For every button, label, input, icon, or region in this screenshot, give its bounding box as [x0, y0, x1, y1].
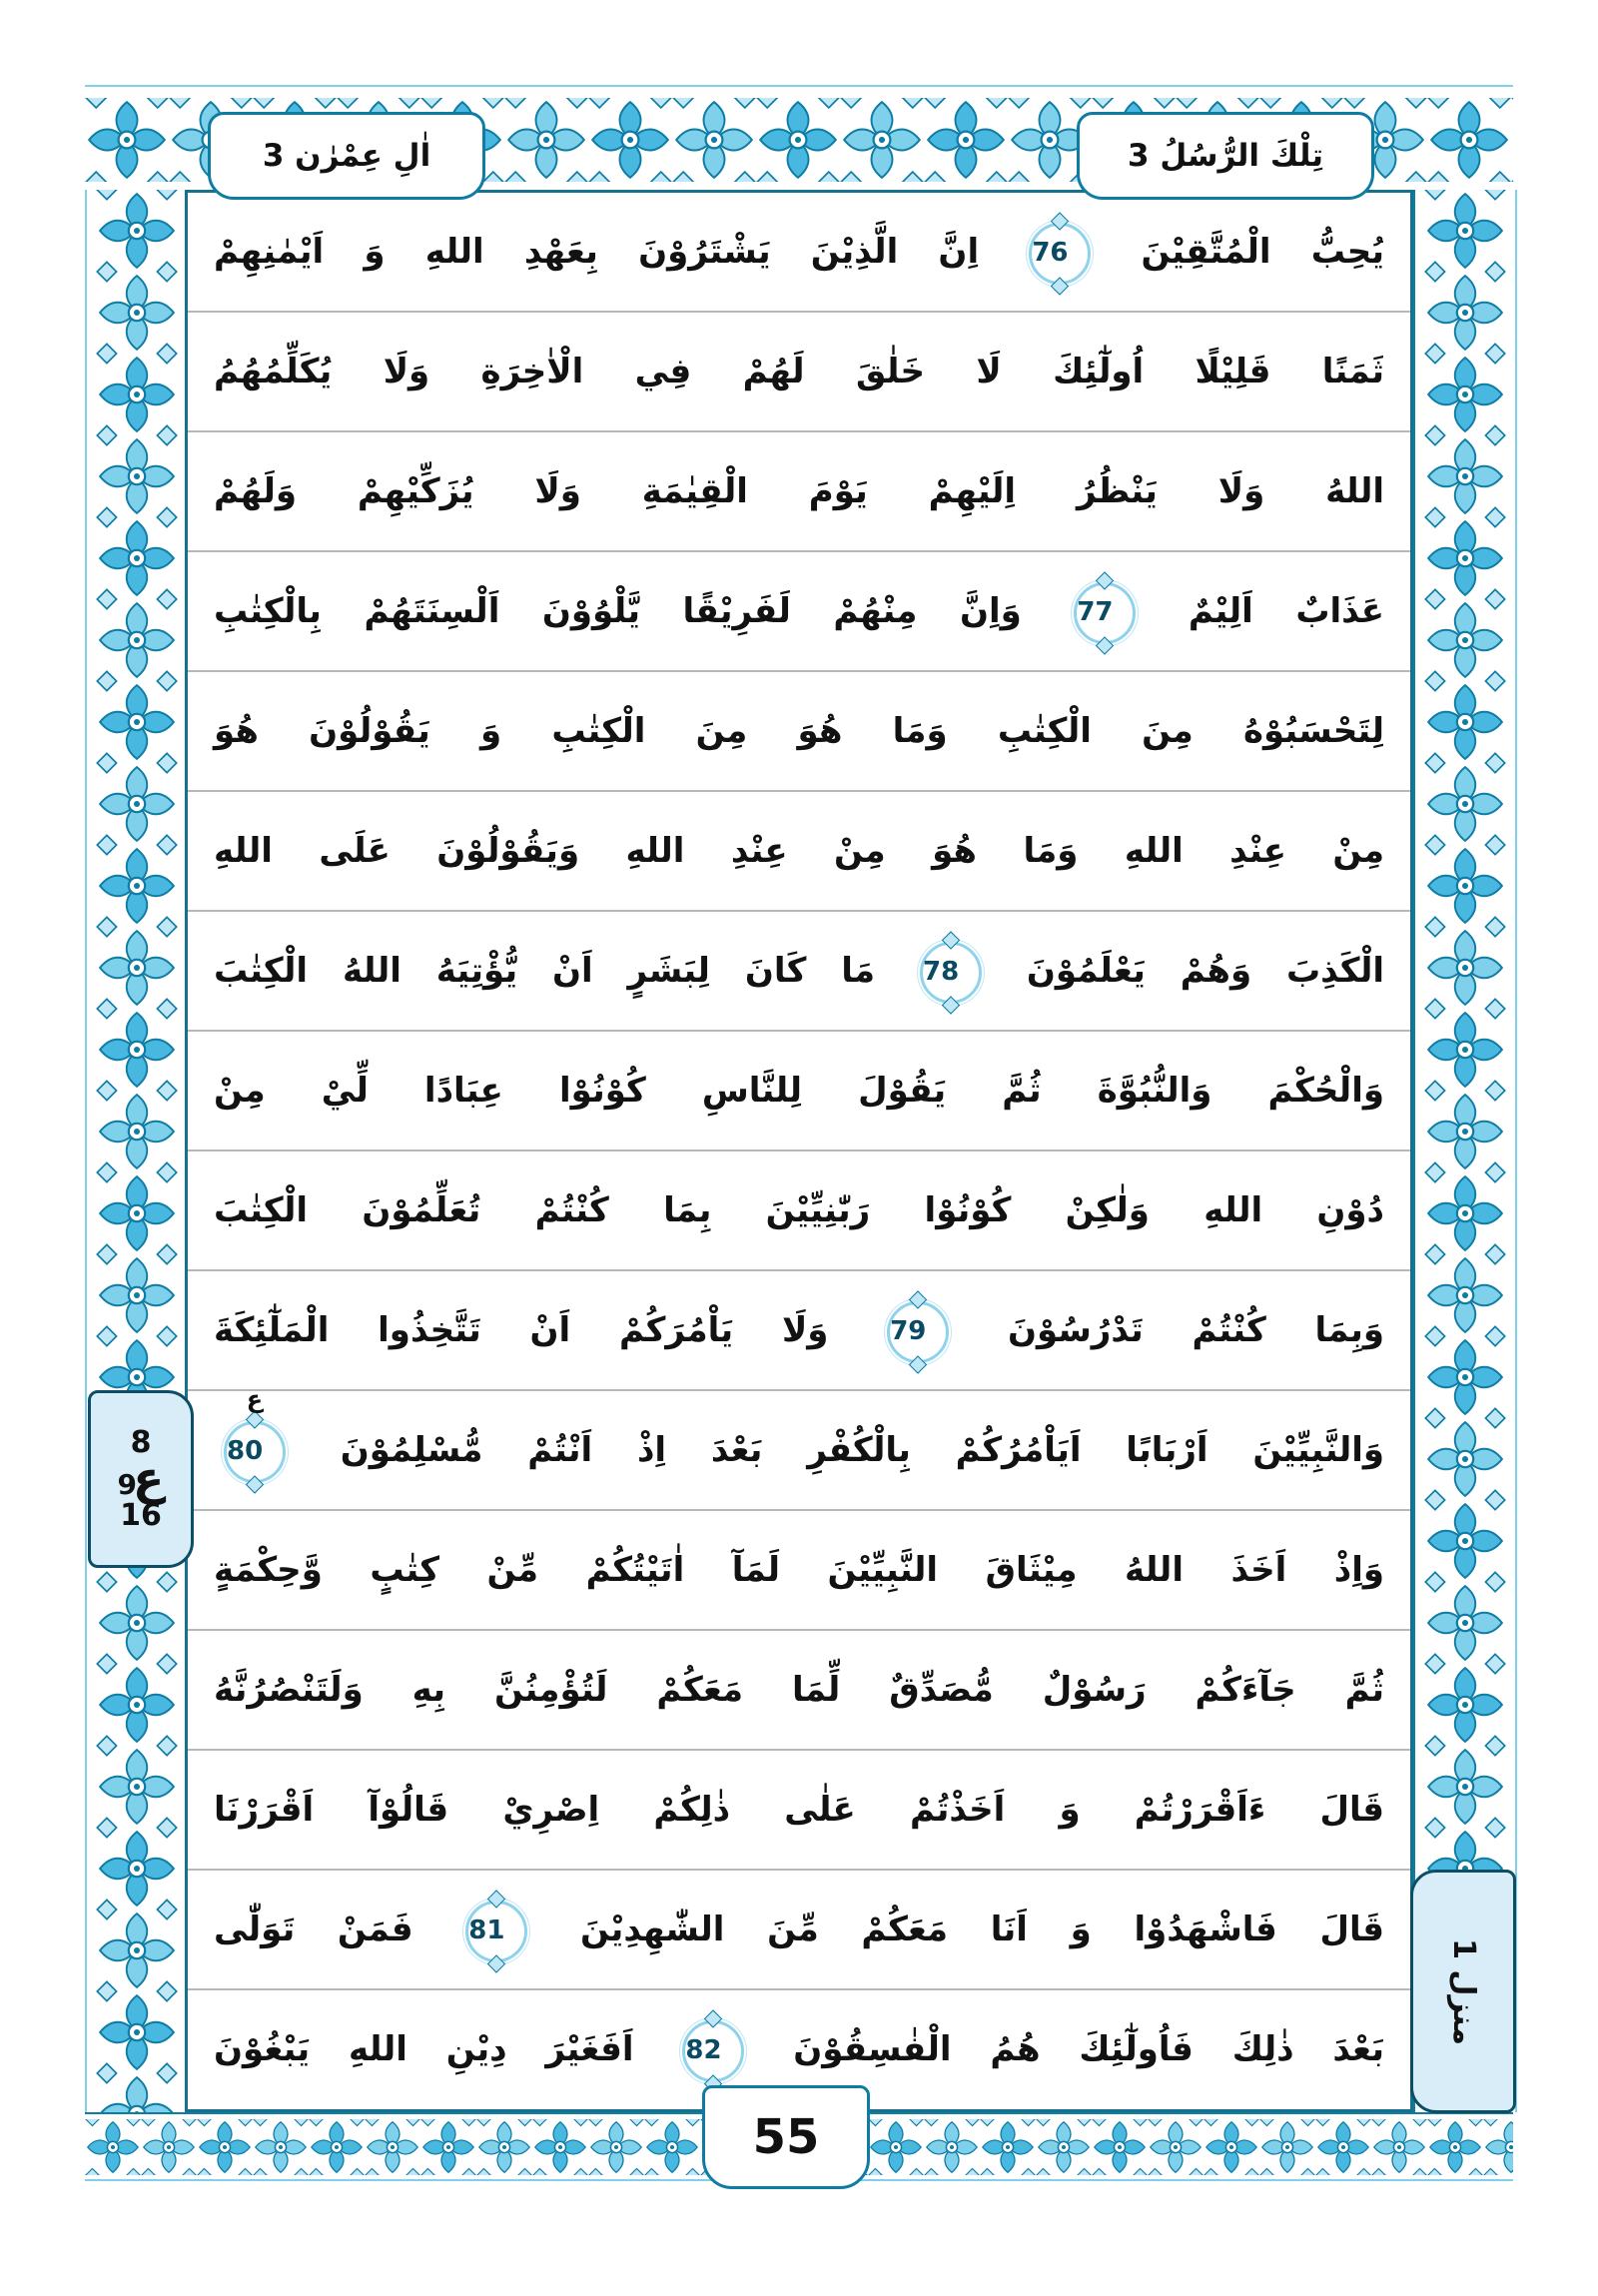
border-tile: [1424, 354, 1506, 435]
border-tile: [1424, 1254, 1506, 1336]
aya-number: 79: [887, 1301, 949, 1363]
floral-motif-icon: [309, 2119, 365, 2175]
quran-line: [188, 552, 1410, 672]
border-tile: [1427, 98, 1511, 182]
floral-motif-icon: [96, 517, 178, 599]
floral-motif-icon: [588, 98, 672, 182]
aya-marker: [1074, 582, 1136, 644]
border-tile: [96, 1091, 178, 1172]
floral-motif-icon: [1424, 763, 1506, 845]
floral-motif-icon: [96, 435, 178, 517]
floral-motif-icon: [96, 1664, 178, 1746]
quran-line: [188, 432, 1410, 552]
border-tile: [96, 517, 178, 599]
floral-motif-icon: [672, 98, 756, 182]
floral-motif-icon: [924, 2119, 980, 2175]
quran-text-segment: فَمَنْ تَوَلّٰى: [214, 1910, 413, 1949]
floral-motif-icon: [420, 2119, 476, 2175]
quran-text-panel: [185, 190, 1413, 2112]
floral-motif-icon: [96, 1991, 178, 2073]
floral-motif-icon: [96, 927, 178, 1009]
floral-motif-icon: [365, 2119, 420, 2175]
floral-motif-icon: [1424, 1172, 1506, 1254]
page-number-tab: [702, 2085, 870, 2189]
quran-text-segment: لِتَحْسَبُوْهُ مِنَ الْكِتٰبِ وَمَا هُوَ مِنَ الْكِتٰبِ وَ يَقُوْلُوْنَ هُوَ: [214, 711, 1384, 751]
floral-motif-icon: [1424, 1746, 1506, 1828]
border-tile: [1424, 1582, 1506, 1664]
floral-motif-icon: [96, 354, 178, 435]
juz-name-label: تِلْكَ الرُّسُلُ 3: [1127, 138, 1324, 174]
border-tile: [96, 1910, 178, 1991]
ruku-marker: [88, 1390, 194, 1568]
border-tile: [1424, 517, 1506, 599]
floral-motif-icon: [1036, 2119, 1092, 2175]
aya-marker: [465, 1901, 527, 1962]
floral-motif-icon: [96, 1009, 178, 1091]
border-tile: [1424, 1664, 1506, 1746]
quran-line: [188, 1631, 1410, 1751]
floral-motif-icon: [1424, 517, 1506, 599]
floral-motif-icon: [96, 1254, 178, 1336]
border-tile: [840, 98, 924, 182]
border-tile: [85, 2119, 141, 2175]
floral-motif-icon: [96, 1746, 178, 1828]
border-tile: [96, 1828, 178, 1910]
floral-motif-icon: [1424, 354, 1506, 435]
border-tile: [756, 98, 840, 182]
floral-motif-icon: [840, 98, 924, 182]
border-tile: [1424, 599, 1506, 681]
floral-motif-icon: [197, 2119, 253, 2175]
border-tile: [1424, 272, 1506, 354]
ruku-side-number: 9: [117, 1468, 138, 1502]
quran-line: [188, 912, 1410, 1032]
floral-motif-icon: [868, 2119, 924, 2175]
floral-motif-icon: [1092, 2119, 1148, 2175]
floral-motif-icon: [96, 599, 178, 681]
floral-motif-icon: [1427, 98, 1511, 182]
border-tile: [96, 845, 178, 927]
quran-line: [188, 792, 1410, 912]
border-tile: [588, 98, 672, 182]
floral-motif-icon: [756, 98, 840, 182]
border-tile: [1424, 681, 1506, 763]
quran-text-segment: اِنَّ الَّذِيْنَ يَشْتَرُوْنَ بِعَهْدِ اللهِ وَ اَيْمٰنِهِمْ: [214, 232, 980, 272]
quran-text-segment: قَالَ ءَاَقْرَرْتُمْ وَ اَخَذْتُمْ عَلٰى ذٰلِكُمْ اِصْرِيْ قَالُوْآ اَقْرَرْنَا: [214, 1790, 1384, 1830]
border-tile: [96, 599, 178, 681]
border-tile: [197, 2119, 253, 2175]
quran-line: [188, 672, 1410, 792]
page-number-label: 55: [752, 2109, 820, 2165]
border-tile: [96, 927, 178, 1009]
border-tile: [924, 98, 1008, 182]
border-tile: [1424, 190, 1506, 272]
quran-line: [188, 1751, 1410, 1871]
border-tile: [476, 2119, 532, 2175]
floral-motif-icon: [1259, 2119, 1315, 2175]
border-tile: [253, 2119, 309, 2175]
floral-motif-icon: [1148, 2119, 1203, 2175]
ain-letter: ع: [133, 1451, 165, 1506]
manzil-label: منزل 1: [1445, 1937, 1481, 2045]
border-tile: [588, 2119, 644, 2175]
floral-motif-icon: [96, 1582, 178, 1664]
border-tile: [1371, 2119, 1427, 2175]
border-tile: [924, 2119, 980, 2175]
quran-text-segment: وَبِمَا كُنْتُمْ تَدْرُسُوْنَ: [1008, 1310, 1384, 1350]
floral-motif-icon: [980, 2119, 1036, 2175]
border-tile: [85, 98, 169, 182]
border-tile: [1148, 2119, 1203, 2175]
floral-motif-icon: [96, 1091, 178, 1172]
border-tile: [420, 2119, 476, 2175]
floral-motif-icon: [85, 2119, 141, 2175]
quran-text-segment: مِنْ عِنْدِ اللهِ وَمَا هُوَ مِنْ عِنْدِ اللهِ وَيَقُوْلُوْنَ عَلَى اللهِ: [214, 831, 1384, 871]
border-tile: [1203, 2119, 1259, 2175]
juz-name-tab: [1077, 112, 1374, 200]
floral-motif-icon: [96, 763, 178, 845]
floral-motif-icon: [1203, 2119, 1259, 2175]
floral-motif-icon: [1427, 2119, 1483, 2175]
floral-motif-icon: [1424, 272, 1506, 354]
floral-motif-icon: [1424, 599, 1506, 681]
border-tile: [532, 2119, 588, 2175]
floral-motif-icon: [96, 1828, 178, 1910]
border-tile: [1483, 2119, 1513, 2175]
quran-text-segment: دُوْنِ اللهِ وَلٰكِنْ كُوْنُوْا رَبّٰنِيِّيْنَ بِمَا كُنْتُمْ تُعَلِّمُوْنَ الْكِتٰبَ: [214, 1190, 1384, 1230]
surah-name-tab: [208, 112, 485, 200]
floral-motif-icon: [96, 272, 178, 354]
border-tile: [96, 1991, 178, 2073]
aya-marker: [1029, 223, 1091, 285]
border-tile: [1424, 1172, 1506, 1254]
border-tile: [1511, 98, 1513, 182]
border-tile: [1424, 435, 1506, 517]
floral-motif-icon: [1315, 2119, 1371, 2175]
border-tile: [1424, 1009, 1506, 1091]
floral-motif-icon: [1511, 98, 1513, 182]
border-tile: [1424, 1336, 1506, 1418]
border-tile: [672, 98, 756, 182]
border-tile: [96, 354, 178, 435]
border-tile: [96, 1746, 178, 1828]
border-tile: [96, 1664, 178, 1746]
border-tile: [96, 681, 178, 763]
border-tile: [96, 1009, 178, 1091]
border-tile: [980, 2119, 1036, 2175]
floral-motif-icon: [1424, 927, 1506, 1009]
floral-motif-icon: [1424, 190, 1506, 272]
aya-number: 77: [1074, 582, 1136, 644]
border-tile: [1424, 1091, 1506, 1172]
border-tile: [96, 272, 178, 354]
quran-text-segment: ثَمَنًا قَلِيْلًا اُولٰٓئِكَ لَا خَلٰقَ لَهُمْ فِي الْاٰخِرَةِ وَلَا يُكَلِّمُهُمُ: [214, 352, 1384, 391]
border-tile: [96, 435, 178, 517]
aya-marker: [224, 1384, 286, 1483]
floral-motif-icon: [1424, 1009, 1506, 1091]
border-tile: [96, 190, 178, 272]
border-tile: [644, 2119, 700, 2175]
floral-motif-icon: [476, 2119, 532, 2175]
border-tile: [96, 2073, 178, 2112]
quran-line: [188, 1151, 1410, 1271]
quran-line: [188, 1511, 1410, 1631]
quran-line: [188, 1271, 1410, 1391]
ruku-top-number: 8: [130, 1424, 152, 1460]
floral-motif-icon: [1424, 1500, 1506, 1582]
floral-motif-icon: [1424, 435, 1506, 517]
quran-text-segment: وَلَا يَاْمُرَكُمْ اَنْ تَتَّخِذُوا الْمَلٰٓئِكَةَ: [214, 1310, 829, 1350]
aya-number: 82: [682, 2020, 744, 2082]
aya-marker: [920, 942, 982, 1004]
aya-marker: [682, 2020, 744, 2082]
floral-motif-icon: [96, 2073, 178, 2112]
quran-line: [188, 1384, 1410, 1511]
floral-motif-icon: [96, 1172, 178, 1254]
border-tile: [1424, 1500, 1506, 1582]
floral-motif-icon: [504, 98, 588, 182]
floral-motif-icon: [588, 2119, 644, 2175]
border-tile: [1036, 2119, 1092, 2175]
floral-motif-icon: [1424, 1254, 1506, 1336]
floral-motif-icon: [1371, 2119, 1427, 2175]
aya-number: 78: [920, 942, 982, 1004]
border-strip-left: [85, 190, 189, 2112]
border-tile: [96, 1172, 178, 1254]
border-tile: [96, 1582, 178, 1664]
floral-motif-icon: [1424, 681, 1506, 763]
quran-text-segment: وَالْحُكْمَ وَالنُّبُوَّةَ ثُمَّ يَقُوْلَ لِلنَّاسِ كُوْنُوْا عِبَادًا لِّيْ مِنْ: [214, 1071, 1384, 1111]
ruku-ain-above-aya: ع: [246, 1384, 264, 1413]
quran-text-segment: اللهُ وَلَا يَنْظُرُ اِلَيْهِمْ يَوْمَ الْقِيٰمَةِ وَلَا يُزَكِّيْهِمْ وَلَهُمْ: [214, 471, 1384, 511]
border-tile: [141, 2119, 197, 2175]
floral-motif-icon: [924, 98, 1008, 182]
floral-motif-icon: [1424, 1091, 1506, 1172]
floral-motif-icon: [1483, 2119, 1513, 2175]
quran-text-segment: قَالَ فَاشْهَدُوْا وَ اَنَا مَعَكُمْ مِّنَ الشّٰهِدِيْنَ: [579, 1910, 1384, 1949]
floral-motif-icon: [141, 2119, 197, 2175]
floral-motif-icon: [644, 2119, 700, 2175]
border-tile: [1315, 2119, 1371, 2175]
aya-number: 81: [465, 1901, 527, 1962]
quran-text-segment: الْكَذِبَ وَهُمْ يَعْلَمُوْنَ: [1026, 951, 1385, 991]
border-tile: [365, 2119, 420, 2175]
border-tile: [1427, 2119, 1483, 2175]
floral-motif-icon: [1424, 1582, 1506, 1664]
border-tile: [1424, 1418, 1506, 1500]
border-tile: [1424, 927, 1506, 1009]
border-tile: [1424, 763, 1506, 845]
border-tile: [504, 98, 588, 182]
surah-name-label: اٰلِ عِمْرٰن 3: [262, 138, 431, 174]
floral-motif-icon: [96, 1910, 178, 1991]
aya-marker: [887, 1301, 949, 1363]
quran-text-segment: وَاِنَّ مِنْهُمْ لَفَرِيْقًا يَّلْوُوْنَ اَلْسِنَتَهُمْ بِالْكِتٰبِ: [214, 591, 1022, 631]
border-tile: [1424, 845, 1506, 927]
ruku-bottom-number: 16: [120, 1497, 162, 1533]
quran-text-segment: ثُمَّ جَآءَكُمْ رَسُوْلٌ مُّصَدِّقٌ لِّمَا مَعَكُمْ لَتُؤْمِنُنَّ بِهِ وَلَتَنْصُرُنَّهُ: [214, 1670, 1384, 1710]
quran-text-segment: عَذَابٌ اَلِيْمٌ: [1188, 591, 1385, 631]
border-tile: [309, 2119, 365, 2175]
floral-motif-icon: [96, 681, 178, 763]
quran-line: [188, 193, 1410, 313]
floral-motif-icon: [96, 845, 178, 927]
border-tile: [1259, 2119, 1315, 2175]
floral-motif-icon: [1424, 1664, 1506, 1746]
border-tile: [96, 763, 178, 845]
quran-text-segment: وَاِذْ اَخَذَ اللهُ مِيْثَاقَ النَّبِيِّيْنَ لَمَآ اٰتَيْتُكُمْ مِّنْ كِتٰبٍ وَّحِكْمَةٍ: [214, 1550, 1384, 1590]
floral-motif-icon: [532, 2119, 588, 2175]
floral-motif-icon: [1424, 1418, 1506, 1500]
quran-text-segment: بَعْدَ ذٰلِكَ فَاُولٰٓئِكَ هُمُ الْفٰسِقُوْنَ: [793, 2029, 1385, 2069]
quran-text-segment: اَفَغَيْرَ دِيْنِ اللهِ يَبْغُوْنَ: [214, 2029, 634, 2069]
quran-text-segment: يُحِبُّ الْمُتَّقِيْنَ: [1141, 232, 1385, 272]
floral-motif-icon: [85, 98, 169, 182]
aya-number: 80: [224, 1421, 286, 1483]
border-strip-right: [1413, 190, 1517, 2112]
ruku-ain-row: [117, 1451, 165, 1506]
border-tile: [1424, 1746, 1506, 1828]
quran-line: [188, 1871, 1410, 1990]
quran-text-segment: وَالنَّبِيِّيْنَ اَرْبَابًا اَيَاْمُرُكُمْ بِالْكُفْرِ بَعْدَ اِذْ اَنْتُمْ مُّسْلِمُوْنَ: [340, 1430, 1384, 1470]
quran-line: [188, 313, 1410, 432]
border-tile: [96, 1254, 178, 1336]
floral-motif-icon: [96, 190, 178, 272]
border-tile: [1092, 2119, 1148, 2175]
floral-motif-icon: [1424, 1336, 1506, 1418]
floral-motif-icon: [1424, 845, 1506, 927]
border-tile: [868, 2119, 924, 2175]
aya-number: 76: [1029, 223, 1091, 285]
quran-text-segment: مَا كَانَ لِبَشَرٍ اَنْ يُّؤْتِيَهُ اللهُ الْكِتٰبَ: [214, 951, 876, 991]
quran-line: [188, 1032, 1410, 1151]
floral-motif-icon: [253, 2119, 309, 2175]
manzil-marker: [1410, 1870, 1516, 2113]
